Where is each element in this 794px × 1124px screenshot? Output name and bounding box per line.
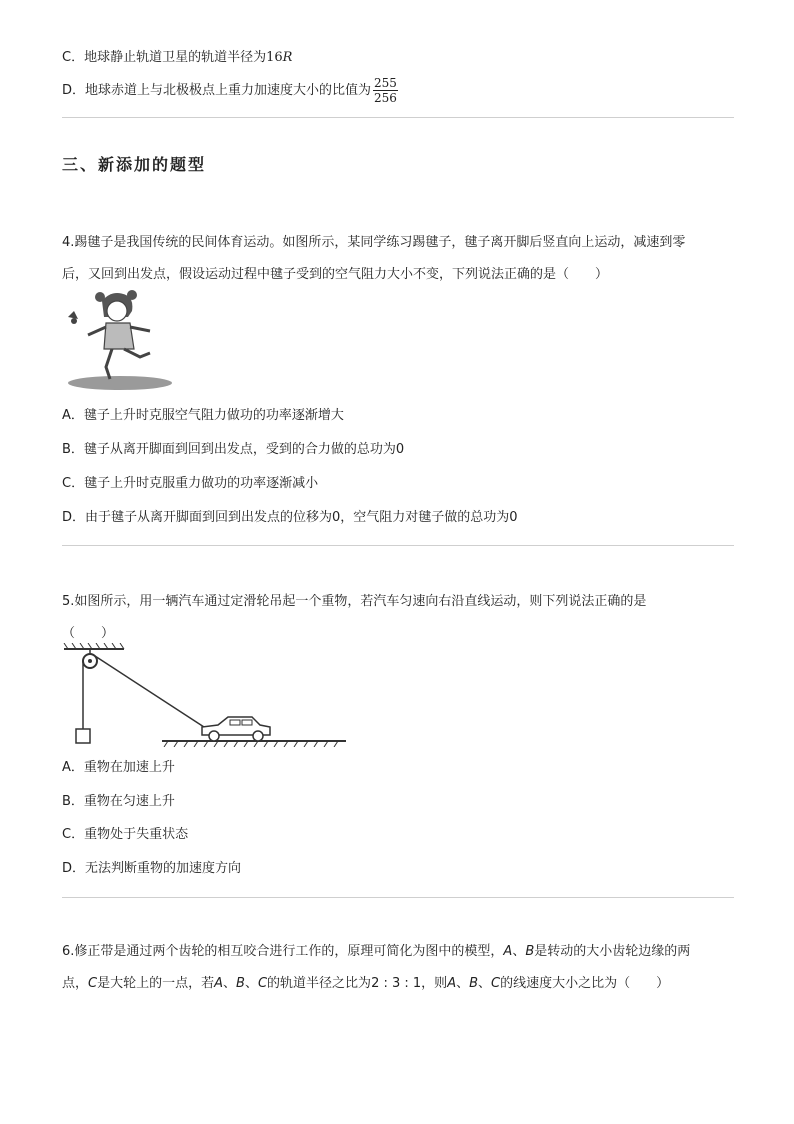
question-4-option-a[interactable]: A．毽子上升时克服空气阻力做功的功率逐渐增大 <box>62 408 344 423</box>
question-5-option-b[interactable]: B．重物在匀速上升 <box>62 794 175 809</box>
fraction-denominator: 256 <box>374 91 397 105</box>
math-expression: 16R <box>266 50 293 65</box>
divider <box>62 117 734 118</box>
point-b-label: B <box>469 976 479 991</box>
divider <box>62 897 734 898</box>
text-span: 点， <box>62 976 89 991</box>
question-5-option-c[interactable]: C．重物处于失重状态 <box>62 827 189 842</box>
text-span: 、 <box>223 976 237 991</box>
text-span: 是转动的大小齿轮边缘的两 <box>534 944 691 959</box>
text-span: 、 <box>512 944 526 959</box>
question-4-option-c[interactable]: C．毽子上升时克服重力做功的功率逐渐减小 <box>62 476 319 491</box>
point-c-label: C <box>88 976 98 991</box>
option-c-orbit-radius <box>62 46 292 65</box>
question-6-line-1 <box>62 940 690 959</box>
text-span: 的轨道半径之比为 <box>267 976 372 991</box>
fraction <box>373 76 398 105</box>
question-4-line-2: 后，又回到出发点，假设运动过程中毽子受到的空气阻力大小不变，下列说法正确的是（ ） <box>62 267 609 282</box>
text-span: 是大轮上的一点，若 <box>97 976 215 991</box>
question-5-option-d[interactable]: D．无法判断重物的加速度方向 <box>62 861 242 876</box>
question-4-option-d[interactable]: D．由于毽子从离开脚面到回到出发点的位移为0，空气阻力对毽子做的总功为0 <box>62 510 518 525</box>
text-span: 、 <box>244 976 258 991</box>
point-b-label: B <box>236 976 245 991</box>
point-c-label: C <box>491 976 501 991</box>
question-5-option-a[interactable]: A．重物在加速上升 <box>62 760 175 775</box>
text-span: 的线速度大小之比为（ ） <box>500 976 670 991</box>
option-d-gravity-ratio <box>62 76 398 105</box>
fraction-numerator: 255 <box>374 76 397 90</box>
point-a-label: A <box>503 944 513 959</box>
question-5-line-1: 5.如图所示，用一辆汽车通过定滑轮吊起一个重物，若汽车匀速向右沿直线运动，则下列说法正确的是 <box>62 594 647 609</box>
option-text: C．地球静止轨道卫星的轨道半径为 <box>62 50 267 65</box>
question-6-line-2 <box>62 972 669 991</box>
point-c-label: C <box>257 976 268 991</box>
shuttlecock-kicking-figure <box>62 287 174 393</box>
question-5-line-2: （ ） <box>62 626 115 641</box>
point-b-label: B <box>525 944 535 959</box>
text-span: 、 <box>456 976 470 991</box>
option-text: D．地球赤道上与北极极点上重力加速度大小的比值为 <box>62 83 372 98</box>
point-a-label: A <box>447 976 457 991</box>
ratio-value: 2 : 3 : 1 <box>371 976 422 991</box>
section-title: 三、新添加的题型 <box>62 155 207 174</box>
question-4-line-1: 4.踢毽子是我国传统的民间体育运动。如图所示，某同学练习踢毽子，毽子离开脚后竖直向上运动，减速到零 <box>62 235 686 250</box>
question-4-option-b[interactable]: B．毽子从离开脚面到回到出发点，受到的合力做的总功为0 <box>62 442 405 457</box>
text-span: ，则 <box>421 976 448 991</box>
pulley-car-figure <box>62 643 352 747</box>
point-a-label: A <box>214 976 224 991</box>
text-span: 6.修正带是通过两个齿轮的相互咬合进行工作的，原理可简化为图中的模型， <box>62 944 504 959</box>
text-span: 、 <box>478 976 492 991</box>
divider <box>62 545 734 546</box>
